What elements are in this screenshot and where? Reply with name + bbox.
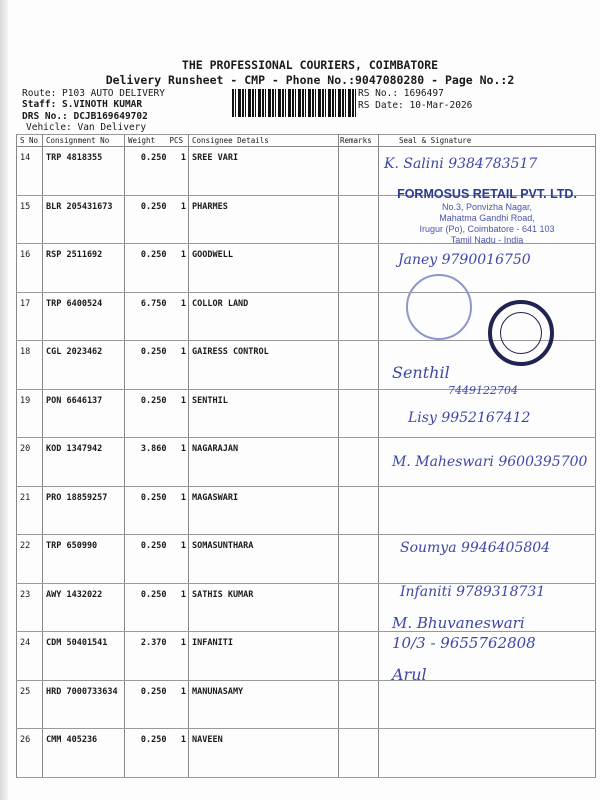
col-seal: Seal & Signature	[379, 135, 596, 147]
signature-row-25-phone: 10/3 - 9655762808	[392, 634, 536, 652]
sno-cell: 25	[17, 680, 43, 729]
remarks-cell	[339, 438, 379, 487]
col-pcs: PCS	[169, 135, 189, 147]
route: Route: P103 AUTO DELIVERY	[22, 88, 165, 99]
col-consignment: Consignment No	[43, 135, 125, 147]
consignee-cell: SOMASUNTHARA	[189, 535, 339, 584]
remarks-cell	[339, 244, 379, 293]
signature-row-25: M. Bhuvaneswari	[392, 614, 525, 632]
weight-cell: 0.250	[125, 486, 169, 535]
consignee-cell: INFANITI	[189, 632, 339, 681]
weight-cell: 0.250	[125, 341, 169, 390]
remarks-cell	[339, 292, 379, 341]
consignee-cell: COLLOR LAND	[189, 292, 339, 341]
consignment-cell: TRP 650990	[43, 535, 125, 584]
pcs-cell: 1	[169, 486, 189, 535]
col-weight: Weight	[125, 135, 169, 147]
table-row	[17, 729, 596, 778]
pcs-cell: 1	[169, 680, 189, 729]
weight-cell: 0.250	[125, 729, 169, 778]
remarks-cell	[339, 486, 379, 535]
pcs-cell: 1	[169, 292, 189, 341]
pcs-cell: 1	[169, 632, 189, 681]
pcs-cell: 1	[169, 583, 189, 632]
col-consignee: Consignee Details	[189, 135, 339, 147]
weight-cell: 0.250	[125, 535, 169, 584]
weight-cell: 0.250	[125, 195, 169, 244]
sno-cell: 18	[17, 341, 43, 390]
sno-cell: 15	[17, 195, 43, 244]
consignee-cell: PHARMES	[189, 195, 339, 244]
scan-edge	[0, 0, 8, 800]
signature-row-14: K. Salini 9384783517	[384, 156, 538, 172]
seal-cell	[379, 680, 596, 729]
signature-row-26: Arul	[392, 665, 427, 684]
formosus-stamp: FORMOSUS RETAIL PVT. LTD. No.3, Ponvizha Nagar, Mahatma Gandhi Road, Irugur (Po), Coimbatore - 641 103 Tamil Nadu - India	[397, 187, 577, 245]
consignment-cell: AWY 1432022	[43, 583, 125, 632]
sno-cell: 24	[17, 632, 43, 681]
weight-cell: 0.250	[125, 389, 169, 438]
consignee-cell: SATHIS KUMAR	[189, 583, 339, 632]
signature-row-19: Senthil	[392, 363, 450, 382]
weight-cell: 0.250	[125, 680, 169, 729]
weight-cell: 0.250	[125, 147, 169, 196]
col-sno: S No	[17, 135, 43, 147]
pcs-cell: 1	[169, 341, 189, 390]
pcs-cell: 1	[169, 389, 189, 438]
weight-cell: 6.750	[125, 292, 169, 341]
drs-number: DRS No.: DCJB169649702	[22, 111, 148, 122]
remarks-cell	[339, 341, 379, 390]
remarks-cell	[339, 147, 379, 196]
pcs-cell: 1	[169, 147, 189, 196]
col-remarks: Remarks	[339, 135, 379, 147]
consignment-cell: KOD 1347942	[43, 438, 125, 487]
runsheet-subtitle: Delivery Runsheet - CMP - Phone No.:9047080280 - Page No.:2	[105, 73, 515, 87]
consignment-cell: PON 6646137	[43, 389, 125, 438]
staff: Staff: S.VINOTH KUMAR	[22, 99, 143, 110]
barcode	[232, 89, 356, 117]
sno-cell: 21	[17, 486, 43, 535]
remarks-cell	[339, 535, 379, 584]
consignee-cell: NAVEEN	[189, 729, 339, 778]
table-header	[17, 135, 596, 147]
colour-land-stamp	[406, 274, 472, 340]
consignment-cell: PRO 18859257	[43, 486, 125, 535]
weight-cell: 0.250	[125, 583, 169, 632]
consignment-cell: TRP 4818355	[43, 147, 125, 196]
consignment-cell: CMM 405236	[43, 729, 125, 778]
consignee-cell: MANUNASAMY	[189, 680, 339, 729]
remarks-cell	[339, 632, 379, 681]
weight-cell: 2.370	[125, 632, 169, 681]
consignment-cell: BLR 205431673	[43, 195, 125, 244]
sno-cell: 14	[17, 147, 43, 196]
signature-row-24: Infaniti 9789318731	[400, 584, 546, 600]
remarks-cell	[339, 729, 379, 778]
vehicle: Vehicle: Van Delivery	[26, 122, 147, 133]
pcs-cell: 1	[169, 244, 189, 293]
sno-cell: 26	[17, 729, 43, 778]
rs-date: RS Date: 10-Mar-2026	[358, 100, 473, 111]
weight-cell: 0.250	[125, 244, 169, 293]
remarks-cell	[339, 195, 379, 244]
sno-cell: 17	[17, 292, 43, 341]
pcs-cell: 1	[169, 438, 189, 487]
signature-row-19-phone: 7449122704	[448, 384, 518, 397]
consignee-cell: SREE VARI	[189, 147, 339, 196]
consignment-cell: TRP 6400524	[43, 292, 125, 341]
consignee-cell: NAGARAJAN	[189, 438, 339, 487]
company-title: THE PROFESSIONAL COURIERS, COIMBATORE	[181, 58, 439, 72]
consignment-cell: RSP 2511692	[43, 244, 125, 293]
consignee-cell: GOODWELL	[189, 244, 339, 293]
sno-cell: 16	[17, 244, 43, 293]
seal-cell	[379, 729, 596, 778]
remarks-cell	[339, 389, 379, 438]
pcs-cell: 1	[169, 535, 189, 584]
consignee-cell: SENTHIL	[189, 389, 339, 438]
pcs-cell: 1	[169, 195, 189, 244]
sno-cell: 19	[17, 389, 43, 438]
sno-cell: 23	[17, 583, 43, 632]
signature-row-23: Soumya 9946405804	[400, 540, 551, 556]
consignee-cell: MAGASWARI	[189, 486, 339, 535]
table-row	[17, 486, 596, 535]
signature-row-21: M. Maheswari 9600395700	[392, 454, 588, 470]
seal-cell	[379, 486, 596, 535]
gainers-control-stamp-inner	[500, 312, 542, 354]
consignment-cell: CGL 2023462	[43, 341, 125, 390]
pcs-cell: 1	[169, 729, 189, 778]
remarks-cell	[339, 583, 379, 632]
signature-row-16: Janey 9790016750	[398, 252, 531, 268]
consignment-cell: HRD 7000733634	[43, 680, 125, 729]
remarks-cell	[339, 680, 379, 729]
sno-cell: 22	[17, 535, 43, 584]
consignment-cell: CDM 50401541	[43, 632, 125, 681]
signature-row-20: Lisy 9952167412	[408, 410, 531, 426]
table-row	[17, 680, 596, 729]
sno-cell: 20	[17, 438, 43, 487]
consignee-cell: GAIRESS CONTROL	[189, 341, 339, 390]
rs-number: RS No.: 1696497	[358, 88, 444, 99]
weight-cell: 3.860	[125, 438, 169, 487]
